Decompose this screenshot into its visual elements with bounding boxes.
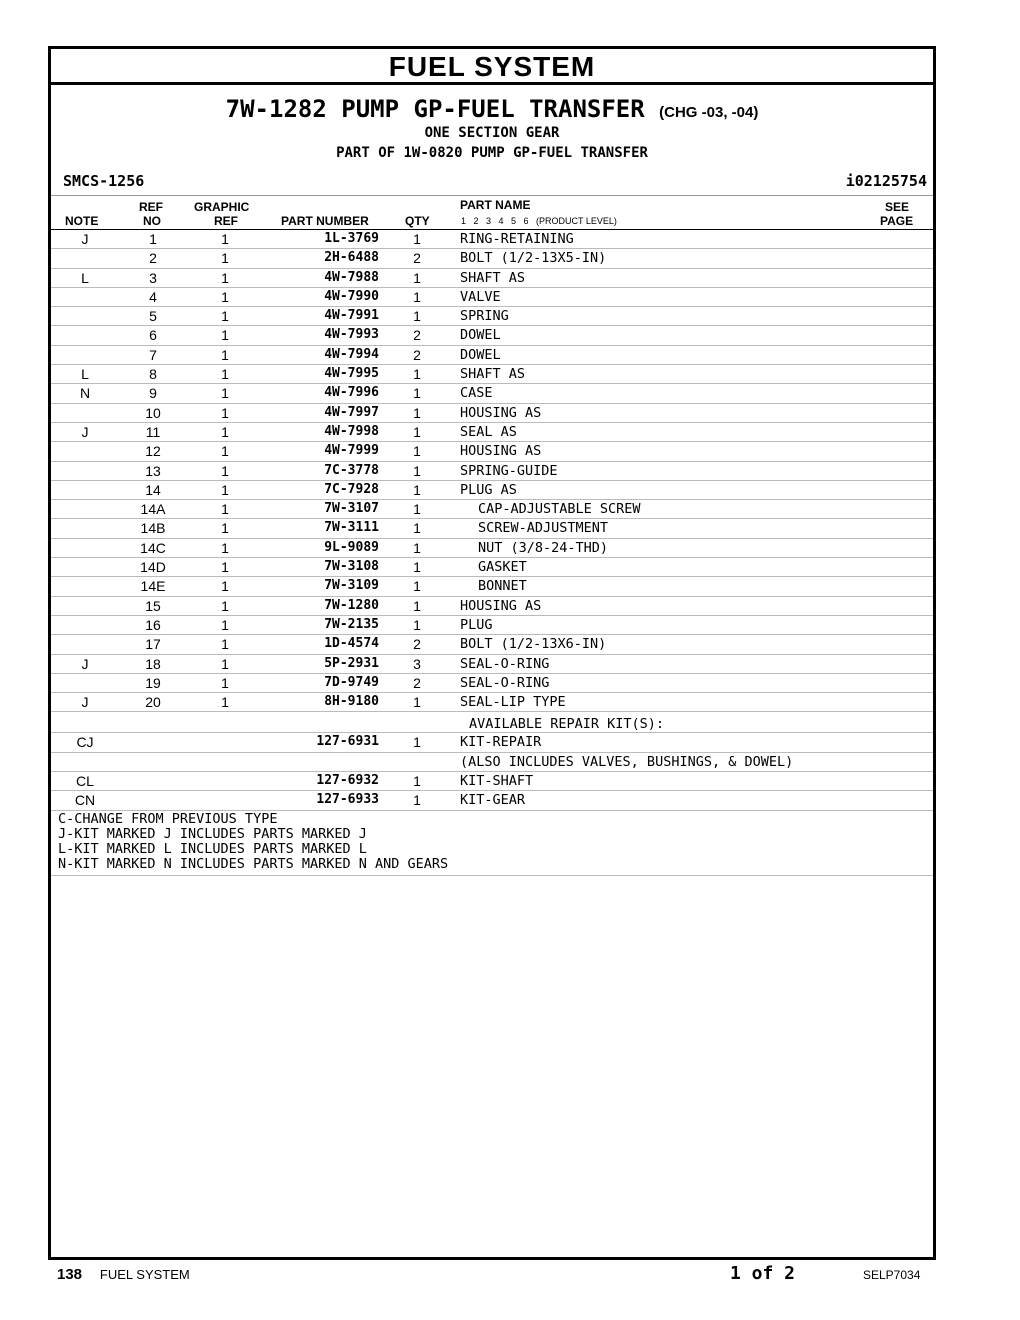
col-see-bottom: PAGE — [880, 214, 914, 228]
table-row — [51, 269, 933, 288]
cell-ref-no: 8 — [149, 366, 157, 383]
cell-part-name: (ALSO INCLUDES VALVES, BUSHINGS, & DOWEL) — [460, 753, 794, 770]
cell-graphic-ref: 1 — [221, 655, 229, 672]
cell-part-name: HOUSING AS — [460, 404, 542, 421]
smcs-code: SMCS-1256 — [63, 172, 145, 190]
note-line: L-KIT MARKED L INCLUDES PARTS MARKED L — [58, 840, 367, 857]
cell-part-number: 2H-6488 — [324, 250, 379, 266]
cell-note: CL — [76, 773, 94, 790]
cell-part-name: BOLT (1/2-13X5-IN) — [460, 250, 607, 267]
cell-note: J — [81, 655, 89, 672]
cell-part-number: 7D-9749 — [324, 674, 379, 690]
cell-part-name: KIT-REPAIR — [460, 734, 542, 751]
cell-qty: 1 — [413, 559, 421, 576]
cell-graphic-ref: 1 — [221, 559, 229, 576]
cell-part-name: CAP-ADJUSTABLE SCREW — [478, 501, 641, 518]
table-row — [51, 326, 933, 345]
kit-row — [51, 733, 933, 752]
cell-graphic-ref: 1 — [221, 308, 229, 325]
cell-qty: 1 — [413, 481, 421, 498]
cell-ref-no: 6 — [149, 327, 157, 344]
cell-qty: 1 — [413, 616, 421, 633]
table-row — [51, 384, 933, 403]
page-frame — [48, 46, 936, 1260]
cell-qty: 1 — [413, 597, 421, 614]
cell-graphic-ref: 1 — [221, 327, 229, 344]
cell-ref-no: 11 — [145, 423, 161, 440]
cell-ref-no: 4 — [149, 288, 157, 305]
cell-ref-no: 17 — [145, 636, 161, 653]
footer-section: FUEL SYSTEM — [99, 1267, 190, 1282]
cell-graphic-ref: 1 — [221, 636, 229, 653]
col-graphic-top: GRAPHIC — [194, 200, 250, 214]
cell-part-number: 7W-1280 — [324, 597, 379, 613]
change-note: (CHG -03, -04) — [659, 104, 759, 121]
cell-part-number: 4W-7998 — [324, 423, 379, 439]
table-row — [51, 481, 933, 500]
cell-part-name: BONNET — [478, 578, 527, 595]
cell-qty: 1 — [413, 694, 421, 711]
kit-row — [51, 772, 933, 791]
footer-page-number: 138 — [57, 1266, 83, 1283]
cell-ref-no: 14B — [140, 520, 166, 537]
cell-part-name: SCREW-ADJUSTMENT — [478, 520, 609, 537]
cell-ref-no: 13 — [145, 462, 161, 479]
cell-ref-no: 10 — [145, 404, 161, 421]
cell-graphic-ref: 1 — [221, 616, 229, 633]
table-row — [51, 655, 933, 674]
cell-qty: 1 — [413, 773, 421, 790]
subtitle-2: PART OF 1W-0820 PUMP GP-FUEL TRANSFER — [336, 145, 648, 161]
cell-part-number: 9L-9089 — [324, 539, 379, 555]
col-part-name: PART NAME — [460, 198, 531, 212]
cell-graphic-ref: 1 — [221, 597, 229, 614]
col-part-number: PART NUMBER — [281, 214, 369, 228]
cell-part-number: 7C-7928 — [324, 481, 379, 497]
cell-part-number: 5P-2931 — [324, 655, 379, 671]
table-row — [51, 597, 933, 616]
table-row — [51, 288, 933, 307]
table-row — [51, 519, 933, 538]
cell-part-number: 1D-4574 — [324, 636, 379, 652]
document-id: i02125754 — [845, 172, 927, 190]
cell-qty: 2 — [413, 636, 421, 653]
note-line: J-KIT MARKED J INCLUDES PARTS MARKED J — [58, 825, 367, 842]
page-title — [51, 95, 933, 123]
cell-part-name: SEAL AS — [460, 423, 517, 440]
cell-part-number: 4W-7991 — [324, 308, 379, 324]
cell-part-name: NUT (3/8-24-THD) — [478, 539, 609, 556]
cell-graphic-ref: 1 — [221, 269, 229, 286]
cell-qty: 1 — [413, 578, 421, 595]
kits-table — [51, 733, 933, 810]
table-row — [51, 249, 933, 268]
cell-part-number: 7C-3778 — [324, 462, 379, 478]
section-title: FUEL SYSTEM — [51, 49, 933, 85]
cell-qty: 1 — [413, 792, 421, 809]
cell-qty: 1 — [413, 443, 421, 460]
cell-note: J — [81, 231, 89, 247]
cell-part-name: SEAL-O-RING — [460, 674, 550, 691]
cell-ref-no: 2 — [149, 250, 157, 267]
col-product-levels: 1 2 3 4 5 6 (PRODUCT LEVEL) — [461, 216, 617, 226]
cell-part-number: 4W-7994 — [324, 346, 379, 362]
cell-part-number: 4W-7996 — [324, 385, 379, 401]
cell-part-name: SPRING — [460, 308, 509, 325]
cell-note: N — [79, 385, 91, 402]
cell-graphic-ref: 1 — [221, 462, 229, 479]
cell-qty: 1 — [413, 520, 421, 537]
cell-graphic-ref: 1 — [221, 539, 229, 556]
cell-part-number: 127-6932 — [316, 773, 379, 789]
cell-part-number: 8H-9180 — [324, 694, 379, 710]
cell-qty: 1 — [413, 231, 421, 247]
cell-part-name: BOLT (1/2-13X6-IN) — [460, 636, 607, 653]
table-row — [51, 693, 933, 712]
table-row — [51, 616, 933, 635]
cell-ref-no: 14C — [140, 539, 166, 556]
cell-part-name: SPRING-GUIDE — [460, 462, 558, 479]
kits-heading: AVAILABLE REPAIR KIT(S): — [469, 716, 665, 733]
table-row — [51, 674, 933, 693]
cell-part-name: PLUG — [460, 616, 493, 633]
cell-qty: 2 — [413, 674, 421, 691]
cell-part-name: GASKET — [478, 559, 527, 576]
table-row — [51, 404, 933, 423]
col-qty: QTY — [405, 214, 430, 228]
cell-ref-no: 14D — [140, 559, 166, 576]
cell-note: J — [81, 423, 89, 440]
col-note: NOTE — [65, 214, 99, 228]
cell-ref-no: 7 — [149, 346, 157, 363]
cell-part-name: KIT-SHAFT — [460, 773, 534, 790]
cell-part-number: 4W-7995 — [324, 366, 379, 382]
cell-ref-no: 20 — [145, 694, 161, 711]
cell-part-number: 4W-7997 — [324, 404, 379, 420]
cell-part-name: DOWEL — [460, 327, 501, 344]
cell-ref-no: 14A — [140, 501, 166, 518]
cell-ref-no: 15 — [145, 597, 161, 614]
col-ref-top: REF — [139, 200, 163, 214]
cell-part-name: SHAFT AS — [460, 366, 526, 383]
cell-graphic-ref: 1 — [221, 520, 229, 537]
cell-graphic-ref: 1 — [221, 231, 229, 247]
cell-note: L — [81, 366, 89, 383]
cell-part-number: 7W-3107 — [324, 501, 379, 517]
parts-table — [51, 230, 933, 712]
cell-graphic-ref: 1 — [221, 443, 229, 460]
cell-ref-no: 12 — [145, 443, 161, 460]
cell-qty: 1 — [413, 288, 421, 305]
table-row — [51, 365, 933, 384]
note-line: N-KIT MARKED N INCLUDES PARTS MARKED N AND GEARS — [58, 855, 449, 872]
cell-note: L — [81, 269, 89, 286]
table-row — [51, 635, 933, 654]
cell-graphic-ref: 1 — [221, 501, 229, 518]
cell-part-number: 7W-3109 — [324, 578, 379, 594]
table-row — [51, 230, 933, 249]
cell-ref-no: 5 — [149, 308, 157, 325]
table-row — [51, 539, 933, 558]
cell-graphic-ref: 1 — [221, 385, 229, 402]
cell-qty: 1 — [413, 423, 421, 440]
cell-note: CN — [74, 792, 96, 809]
cell-qty: 1 — [413, 385, 421, 402]
subtitle-1: ONE SECTION GEAR — [424, 125, 560, 141]
cell-part-name: HOUSING AS — [460, 443, 542, 460]
cell-graphic-ref: 1 — [221, 346, 229, 363]
col-ref-bottom: NO — [143, 214, 161, 228]
cell-note: CJ — [76, 734, 94, 751]
column-header-row — [51, 195, 933, 230]
cell-ref-no: 19 — [145, 674, 161, 691]
notes-block — [51, 811, 933, 876]
cell-qty: 1 — [413, 366, 421, 383]
cell-part-name: RING-RETAINING — [460, 231, 574, 247]
cell-part-name: HOUSING AS — [460, 597, 542, 614]
cell-graphic-ref: 1 — [221, 481, 229, 498]
cell-qty: 1 — [413, 734, 421, 751]
footer-publication: SELP7034 — [863, 1268, 921, 1282]
cell-part-number: 4W-7988 — [324, 269, 379, 285]
cell-part-number: 4W-7990 — [324, 288, 379, 304]
cell-part-name: PLUG AS — [460, 481, 517, 498]
cell-qty: 1 — [413, 539, 421, 556]
table-row — [51, 462, 933, 481]
cell-qty: 1 — [413, 501, 421, 518]
cell-part-number: 4W-7999 — [324, 443, 379, 459]
cell-part-name: DOWEL — [460, 346, 501, 363]
document-header — [51, 85, 933, 195]
table-row — [51, 558, 933, 577]
cell-qty: 1 — [413, 462, 421, 479]
cell-ref-no: 18 — [145, 655, 161, 672]
cell-graphic-ref: 1 — [221, 404, 229, 421]
kits-heading-row — [51, 712, 933, 733]
cell-qty: 3 — [413, 655, 421, 672]
cell-part-number: 7W-3111 — [324, 520, 379, 536]
table-row — [51, 500, 933, 519]
cell-part-number: 127-6931 — [316, 734, 379, 750]
cell-graphic-ref: 1 — [221, 674, 229, 691]
kit-row — [51, 791, 933, 810]
cell-part-name: SHAFT AS — [460, 269, 526, 286]
cell-ref-no: 14E — [140, 578, 166, 595]
table-row — [51, 346, 933, 365]
cell-part-name: VALVE — [460, 288, 501, 305]
col-graphic-bottom: REF — [214, 214, 238, 228]
cell-qty: 1 — [413, 308, 421, 325]
cell-part-number: 127-6933 — [316, 792, 379, 808]
cell-part-number: 7W-2135 — [324, 616, 379, 632]
cell-ref-no: 1 — [149, 231, 157, 247]
table-row — [51, 442, 933, 461]
cell-part-number: 1L-3769 — [324, 231, 379, 246]
cell-ref-no: 16 — [145, 616, 161, 633]
cell-qty: 2 — [413, 327, 421, 344]
table-row — [51, 423, 933, 442]
cell-note: J — [81, 694, 89, 711]
cell-graphic-ref: 1 — [221, 694, 229, 711]
table-row — [51, 577, 933, 596]
footer-left — [57, 1266, 190, 1283]
cell-ref-no: 3 — [149, 269, 157, 286]
cell-part-name: SEAL-LIP TYPE — [460, 694, 566, 711]
cell-graphic-ref: 1 — [221, 288, 229, 305]
col-see-top: SEE — [885, 200, 910, 214]
cell-graphic-ref: 1 — [221, 423, 229, 440]
cell-part-number: 4W-7993 — [324, 327, 379, 343]
cell-part-name: KIT-GEAR — [460, 792, 526, 809]
cell-qty: 2 — [413, 250, 421, 267]
cell-ref-no: 14 — [145, 481, 161, 498]
note-line: C-CHANGE FROM PREVIOUS TYPE — [58, 810, 278, 827]
footer-page-of: 1 of 2 — [730, 1263, 796, 1284]
cell-graphic-ref: 1 — [221, 578, 229, 595]
cell-part-name: CASE — [460, 385, 493, 402]
table-row — [51, 307, 933, 326]
cell-part-number: 7W-3108 — [324, 559, 379, 575]
title-text: 7W-1282 PUMP GP-FUEL TRANSFER — [225, 95, 645, 123]
cell-ref-no: 9 — [149, 385, 157, 402]
kit-row — [51, 753, 933, 772]
cell-qty: 1 — [413, 404, 421, 421]
cell-part-name: SEAL-O-RING — [460, 655, 550, 672]
cell-graphic-ref: 1 — [221, 366, 229, 383]
cell-qty: 2 — [413, 346, 421, 363]
cell-graphic-ref: 1 — [221, 250, 229, 267]
cell-qty: 1 — [413, 269, 421, 286]
